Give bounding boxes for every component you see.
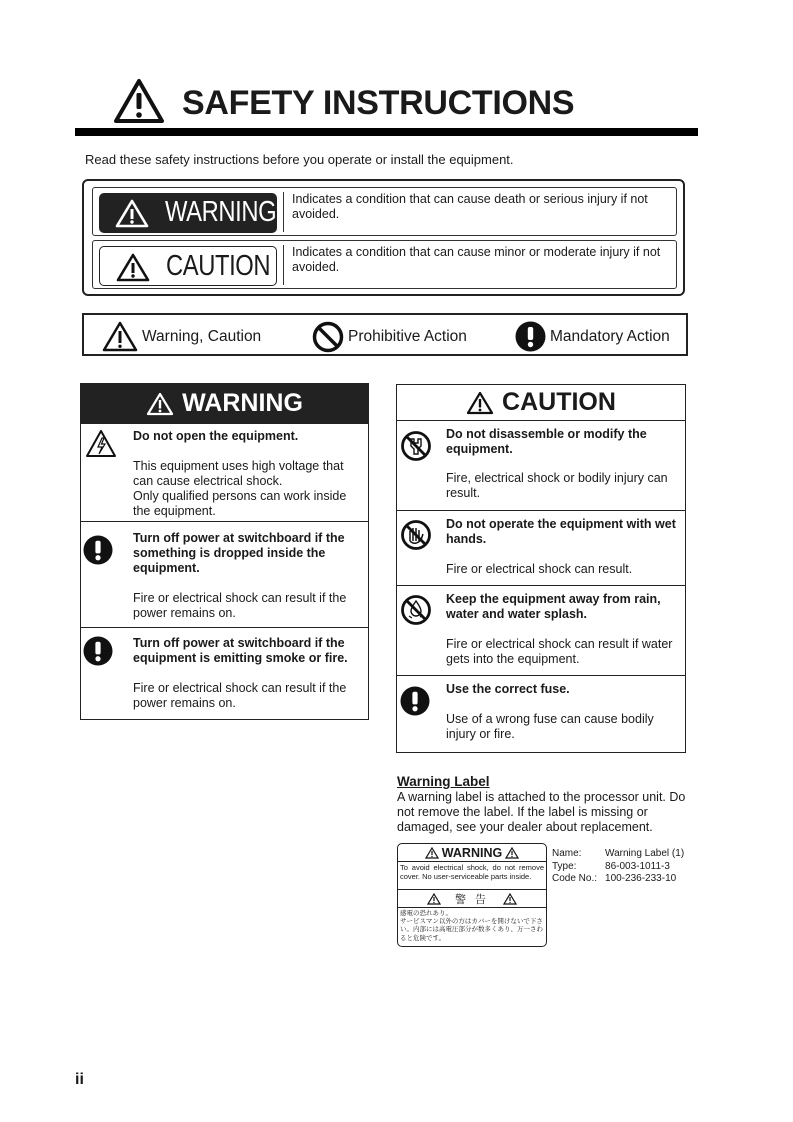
sticker-jp-title: 警 告 [454,894,490,906]
spec-row [552,873,692,886]
triangle-exclamation-icon [102,321,142,352]
sticker-english-text: To avoid electrical shock, do not remove cover. No user-serviceable parts inside. [398,863,546,890]
warning-triangle-icon [503,893,517,905]
warning-triangle-icon [115,199,149,228]
mandatory-action-icon [83,535,113,565]
symbol-warning-caution [102,321,261,352]
signal-word-legend [82,179,685,296]
warning-panel-header [81,384,368,424]
warning-item-title: Turn off power at switchboard if the equipment is emitting smoke or fire. [133,636,348,665]
mandatory-action-icon [400,686,430,716]
sticker-jp-title-row [398,891,546,908]
spec-key: Name: [552,848,582,859]
warning-item-body: Fire or electrical shock can result if the power remains on. [133,681,347,710]
label-spec-table [552,848,692,886]
caution-item-body: Fire or electrical shock can result. [446,562,633,576]
warning-badge-label: WARNING [165,196,277,228]
warning-triangle-icon [113,78,165,124]
warning-item-title: Turn off power at switchboard if the something is dropped inside the equipment. [133,531,345,575]
spec-key: Type: [552,860,577,872]
warning-triangle-icon [466,391,502,415]
legend-row-warning [92,187,677,236]
warning-label-sticker [397,843,547,947]
no-disassembly-icon [400,430,432,462]
warning-label-heading: Warning Label [397,774,490,789]
legend-row-caution [92,240,677,289]
warning-item-body: This equipment uses high voltage that can cause electrical shock. Only qualified persons can work inside the equipment. [133,459,347,518]
caution-badge [99,246,277,286]
spec-value: 86-003-1011-3 [605,860,670,872]
warning-definition: Indicates a condition that can cause death or serious injury if not avoided. [283,192,672,232]
symbol-label: Mandatory Action [550,327,670,345]
symbol-label: Warning, Caution [142,327,262,345]
caution-item-body: Fire, electrical shock or bodily injury can result. [446,471,668,500]
warning-label-text: A warning label is attached to the processor unit. Do not remove the label. If the label is missing or damaged, see your dealer about replacement. [397,790,686,834]
mandatory-action-icon [515,321,550,352]
warning-item-title: Do not open the equipment. [133,429,299,443]
spec-key: Code No.: [552,873,598,884]
title-rule [75,128,698,136]
page-title: SAFETY INSTRUCTIONS [182,84,575,122]
warning-panel-title: WARNING [182,389,303,417]
caution-badge-label: CAUTION [166,250,271,282]
symbol-mandatory [515,321,670,352]
warning-item [81,424,368,522]
warning-triangle-icon [425,847,439,859]
caution-item [397,511,685,586]
warning-triangle-icon [505,847,519,859]
warning-badge [99,193,277,233]
warning-item [81,628,368,719]
caution-panel-title: CAUTION [502,388,616,416]
prohibited-icon [312,321,348,353]
intro-text: Read these safety instructions before you operate or install the equipment. [85,152,514,167]
symbol-legend-bar [82,313,688,356]
sticker-title: WARNING [441,845,503,860]
sticker-title-row [398,844,546,862]
caution-item-title: Keep the equipment away from rain, water and water splash. [446,592,661,621]
caution-panel [396,384,686,753]
caution-item-title: Do not operate the equipment with wet hands. [446,517,676,546]
warning-triangle-icon [427,893,441,905]
caution-item-body: Fire or electrical shock can result if water gets into the equipment. [446,637,673,666]
warning-triangle-icon [116,253,150,282]
warning-item [81,522,368,628]
electric-shock-icon [85,429,117,458]
caution-item [397,421,685,511]
page-number: ii [75,1071,84,1088]
spec-value: Warning Label (1) [605,848,685,859]
caution-item-title: Do not disassemble or modify the equipment. [446,427,647,456]
warning-panel [80,383,369,720]
spec-row [552,848,692,861]
symbol-label: Prohibitive Action [348,328,467,345]
no-wet-hands-icon [400,519,432,551]
caution-panel-header [397,385,685,421]
warning-triangle-icon [146,392,182,416]
caution-item-body: Use of a wrong fuse can cause bodily injury or fire. [446,712,654,741]
symbol-prohibitive [312,321,467,353]
warning-item-body: Fire or electrical shock can result if the power remains on. [133,591,347,620]
no-water-icon [400,594,432,626]
spec-value: 100-236-233-10 [605,873,677,884]
caution-item [397,676,685,752]
caution-item [397,586,685,676]
caution-definition: Indicates a condition that can cause minor or moderate injury if not avoided. [283,245,672,285]
mandatory-action-icon [83,636,113,666]
sticker-japanese-text: 感電の恐れあり。 サービスマン以外の方はカバーを開けないで下さい。内部には高電圧部分が数多くあり、万一さわると危険です。 [400,910,543,942]
spec-row [552,861,692,874]
caution-item-title: Use the correct fuse. [446,682,570,696]
